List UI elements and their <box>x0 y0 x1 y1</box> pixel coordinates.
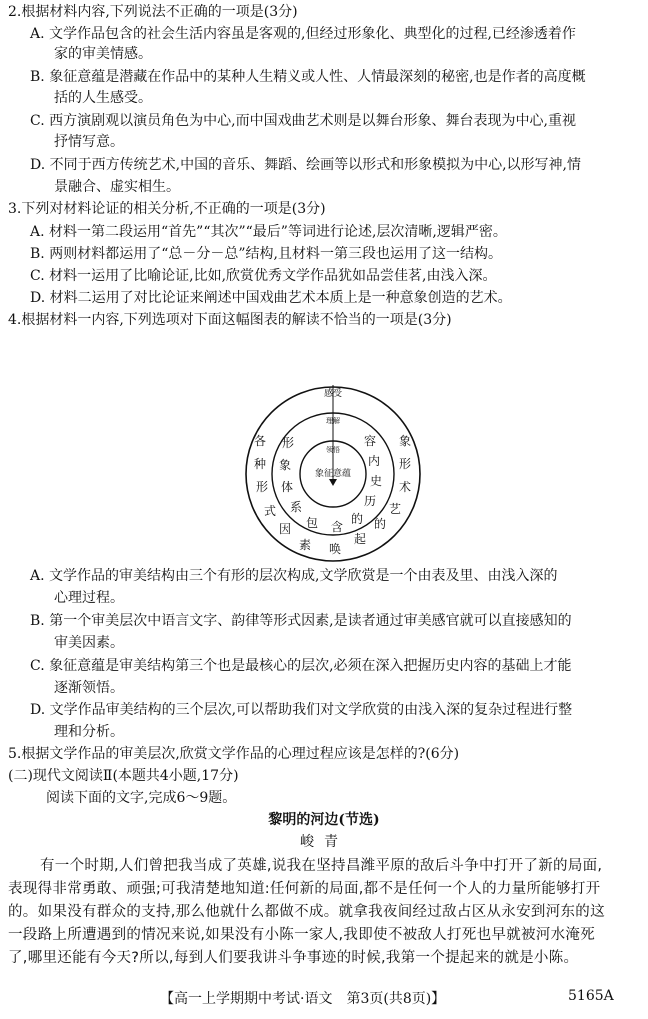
middle-right-char-1: 容 <box>363 434 377 448</box>
q3-option-d: D. 材料二运用了对比论证来阐述中国戏曲艺术本质上是一种意象创造的艺术。 <box>30 290 512 306</box>
q2-option-a-line2: 家的审美情感。 <box>54 46 152 62</box>
q4-option-a-line1: A. 文学作品的审美结构由三个有形的层次构成,文学欣赏是一个由表及里、由浅入深的 <box>30 568 558 584</box>
footer-exam-info: 【高一上学期期中考试·语文 第3页(共8页)】 <box>160 991 446 1007</box>
outer-right-char-1: 象 <box>398 434 412 448</box>
outer-bottom-right-char-1: 的 <box>373 517 387 531</box>
story-line-4: 一段路上所遭遇到的情况来说,如果没有小陈一家人,我即使不被敌人打死也早就被河水淹死 <box>8 927 596 943</box>
q2-stem: 2.根据材料内容,下列说法不正确的一项是(3分) <box>8 4 298 20</box>
q3-option-a: A. 材料一第二段运用“首先”“其次”“最后”等词进行论述,层次清晰,逻辑严密。 <box>30 224 507 240</box>
footer-paper-code: 5165A <box>568 988 614 1004</box>
q2-option-c-line1: C. 西方演剧观以演员角色为中心,而中国戏曲艺术则是以舞台形象、舞台表现为中心,重视 <box>30 113 577 129</box>
outer-right-char-4: 艺 <box>388 502 402 516</box>
q4-option-c-line2: 逐渐领悟。 <box>54 680 124 696</box>
outer-left-char-1: 各 <box>253 434 267 448</box>
reading-instruction: 阅读下面的文字,完成6～9题。 <box>46 790 237 806</box>
label-top-inner: 领悟 <box>326 446 340 454</box>
q4-option-d-line1: D. 文学作品审美结构的三个层次,可以帮助我们对文学欣赏的由浅入深的复杂过程进行整 <box>30 702 573 718</box>
outer-bottom-left-char-2: 素 <box>298 538 312 552</box>
outer-bottom-right-char-2: 起 <box>353 532 367 546</box>
q4-option-b-line2: 审美因素。 <box>54 635 124 651</box>
aesthetic-structure-diagram <box>242 383 424 565</box>
q2-option-c-line2: 抒情写意。 <box>54 134 124 150</box>
outer-right-char-2: 形 <box>398 457 412 471</box>
q2-option-d-line2: 景融合、虚实相生。 <box>54 179 180 195</box>
outer-bottom-right-char-3: 唤 <box>328 542 342 556</box>
middle-left-char-2: 象 <box>278 458 292 472</box>
outer-left-char-3: 形 <box>255 480 269 494</box>
q2-option-b-line1: B. 象征意蕴是潜藏在作品中的某种人生精义或人性、人情最深刻的秘密,也是作者的高度概 <box>30 69 586 85</box>
label-center: 象征意蕴 <box>314 469 352 479</box>
story-line-1: 有一个时期,人们曾把我当成了英雄,说我在坚持昌潍平原的敌后斗争中打开了新的局面, <box>40 858 603 874</box>
middle-right-char-2: 内 <box>367 454 381 468</box>
story-line-5: 了,哪里还能有今天?所以,每到人们要我讲斗争事迹的时候,我第一个提起来的就是小陈。 <box>8 950 579 966</box>
middle-bottom-char-2: 含 <box>330 520 344 534</box>
story-line-3: 的。如果没有群众的支持,那么他就什么都做不成。就拿我夜间经过敌占区从永安到河东的这 <box>8 904 605 920</box>
q4-stem: 4.根据材料一内容,下列选项对下面这幅图表的解读不恰当的一项是(3分) <box>8 312 452 328</box>
q2-option-a-line1: A. 文学作品包含的社会生活内容虽是客观的,但经过形象化、典型化的过程,已经渗透着作 <box>30 26 576 42</box>
q4-option-b-line1: B. 第一个审美层次中语言文字、韵律等形式因素,是读者通过审美感官就可以直接感知的 <box>30 613 572 629</box>
q3-option-c: C. 材料一运用了比喻论证,比如,欣赏优秀文学作品犹如品尝佳茗,由浅入深。 <box>30 268 497 284</box>
outer-left-char-2: 种 <box>253 457 267 471</box>
middle-bottom-char-1: 包 <box>305 516 319 530</box>
story-author: 峻青 <box>300 834 348 850</box>
middle-left-char-3: 体 <box>280 480 294 494</box>
middle-left-char-1: 形 <box>281 436 295 450</box>
middle-right-char-4: 历 <box>363 494 377 508</box>
outer-right-char-3: 术 <box>398 480 412 494</box>
middle-bottom-right-char-1: 的 <box>350 512 364 526</box>
middle-left-char-4: 系 <box>289 500 303 514</box>
q3-option-b: B. 两则材料都运用了“总－分－总”结构,且材料一第三段也运用了这一结构。 <box>30 246 502 262</box>
q5-stem: 5.根据文学作品的审美层次,欣赏文学作品的心理过程应该是怎样的?(6分) <box>8 746 460 762</box>
q2-option-b-line2: 括的人生感受。 <box>54 90 152 106</box>
section-heading: (二)现代文阅读Ⅱ(本题共4小题,17分) <box>8 768 239 784</box>
middle-right-char-3: 史 <box>369 474 383 488</box>
progression-arrowhead <box>329 479 337 486</box>
label-top-middle: 理解 <box>326 417 340 425</box>
story-title: 黎明的河边(节选) <box>268 812 380 828</box>
q4-option-c-line1: C. 象征意蕴是审美结构第三个也是最核心的层次,必须在深入把握历史内容的基础上才能 <box>30 658 572 674</box>
q2-option-d-line1: D. 不同于西方传统艺术,中国的音乐、舞蹈、绘画等以形式和形象模拟为中心,以形写神,情 <box>30 157 581 173</box>
label-top-outer: 感受 <box>323 389 343 399</box>
q3-stem: 3.下列对材料论证的相关分析,不正确的一项是(3分) <box>8 201 326 217</box>
outer-left-char-4: 式 <box>263 504 277 518</box>
q4-option-d-line2: 理和分析。 <box>54 724 124 740</box>
story-line-2: 表现得非常勇敢、顽强;可我清楚地知道:任何新的局面,都不是任何一个人的力量所能够打开 <box>8 881 601 897</box>
outer-bottom-left-char-1: 因 <box>278 522 292 536</box>
q4-option-a-line2: 心理过程。 <box>54 590 124 606</box>
